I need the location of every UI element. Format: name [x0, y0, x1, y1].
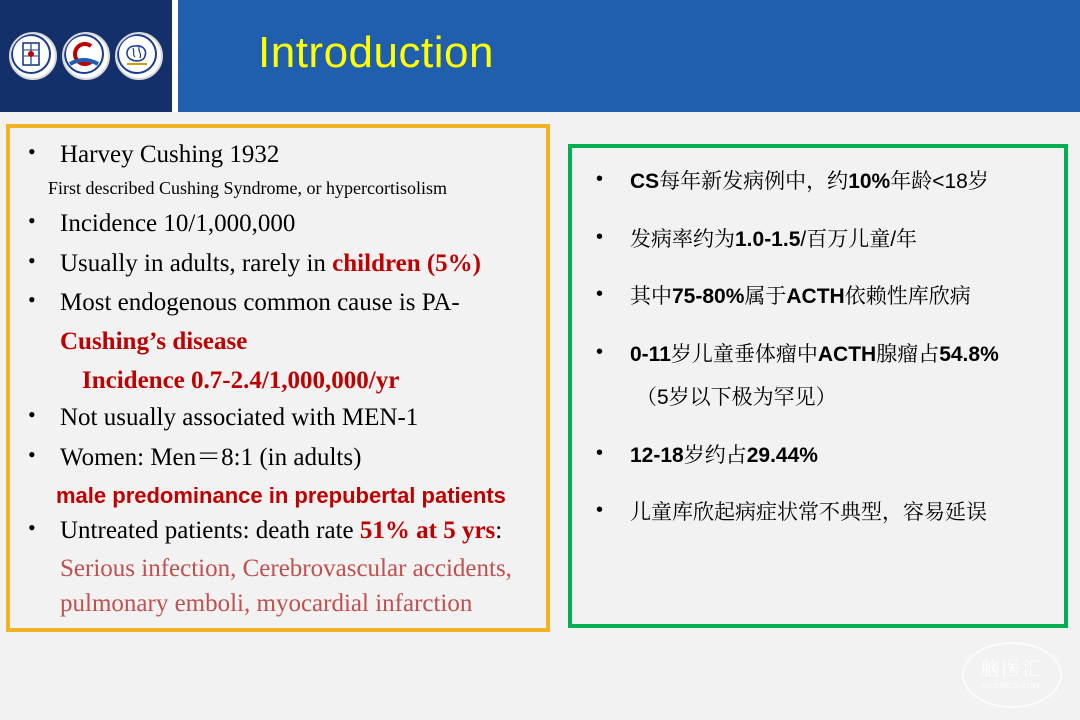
- complications-line-2: pulmonary emboli, myocardial infarction: [60, 590, 473, 618]
- segment: 发病率约为: [630, 227, 735, 251]
- segment: CS: [630, 170, 660, 193]
- complications-line-1: Serious infection, Cerebrovascular accidents,: [60, 555, 512, 583]
- list-item: [582, 440, 1050, 472]
- list-item: [582, 166, 1050, 198]
- segment: 12-18: [630, 443, 684, 467]
- segment: 儿童库欣起病症状常不典型，容易延误: [630, 501, 987, 524]
- bullet-highlight: children (5%): [332, 249, 482, 277]
- list-item: [582, 224, 1050, 256]
- bullet-text: Untreated patients: death rate: [60, 516, 360, 544]
- male-predominance-note: male predominance in prepubertal patients: [56, 482, 506, 508]
- logo-group: [0, 0, 172, 112]
- segment: 54.8%: [939, 342, 999, 366]
- bullet-highlight: 51% at 5 yrs: [359, 516, 496, 544]
- list-item: [16, 399, 536, 438]
- segment: 腺瘤占: [876, 342, 940, 366]
- list-item: [16, 205, 536, 244]
- segment: /百万儿童/年: [800, 227, 918, 251]
- segment: 每年新发病例中，约: [659, 170, 849, 193]
- segment: 29.44%: [746, 443, 818, 467]
- slide-header: [0, 0, 1080, 112]
- bullet-text: Most endogenous common cause is PA-: [60, 289, 460, 317]
- segment: 依赖性库欣病: [844, 285, 971, 308]
- segment: 年龄<18岁: [890, 170, 989, 193]
- segment: 其中: [630, 285, 672, 308]
- segment: ACTH: [786, 285, 845, 308]
- list-item: [16, 512, 536, 551]
- list-item: [16, 136, 536, 175]
- segment: ACTH: [817, 342, 877, 366]
- bullet-text-tail: :: [495, 516, 503, 544]
- segment: 岁约占: [683, 443, 747, 467]
- list-item: [582, 281, 1050, 313]
- incidence-note: Incidence 0.7-2.4/1,000,000/yr: [82, 366, 400, 394]
- page-title: Introduction: [258, 28, 494, 77]
- header-divider: [172, 0, 178, 112]
- institute-c-logo: [62, 32, 110, 80]
- left-bullet-list: [16, 136, 536, 621]
- segment: 岁儿童垂体瘤中: [670, 342, 818, 366]
- bullet-text: Usually in adults, rarely in: [60, 249, 333, 277]
- list-item: [16, 245, 536, 284]
- bullet-text: Harvey Cushing 1932: [60, 141, 280, 168]
- segment: 0-11: [630, 342, 671, 366]
- list-item: [582, 339, 1050, 414]
- right-bullet-list: [582, 166, 1050, 529]
- segment: 10%: [848, 170, 891, 193]
- watermark-logo: [962, 642, 1062, 708]
- bullet-text: Incidence 10/1,000,000: [60, 209, 296, 237]
- bullet-text: Not usually associated with MEN-1: [60, 404, 419, 432]
- sub-note: （5岁以下极为罕见）: [636, 386, 837, 409]
- hospital-emblem-logo: [9, 32, 57, 80]
- bullet-text: Women: Men＝8:1 (in adults): [60, 443, 362, 471]
- watermark-text: 脑医汇: [980, 659, 1044, 681]
- brain-society-logo: [115, 32, 163, 80]
- list-item: [582, 497, 1050, 529]
- bullet-highlight: Cushing’s disease: [60, 328, 248, 356]
- segment: 75-80%: [672, 285, 745, 308]
- segment: 1.0-1.5: [735, 227, 801, 251]
- left-content-panel: [6, 124, 550, 632]
- right-content-panel: [568, 144, 1068, 628]
- sub-note: First described Cushing Syndrome, or hypercortisolism: [48, 177, 447, 198]
- list-item: [16, 439, 536, 478]
- watermark-subtext: NEOMEDICINE: [981, 682, 1043, 690]
- list-item: [16, 284, 536, 362]
- segment: 属于: [744, 285, 787, 308]
